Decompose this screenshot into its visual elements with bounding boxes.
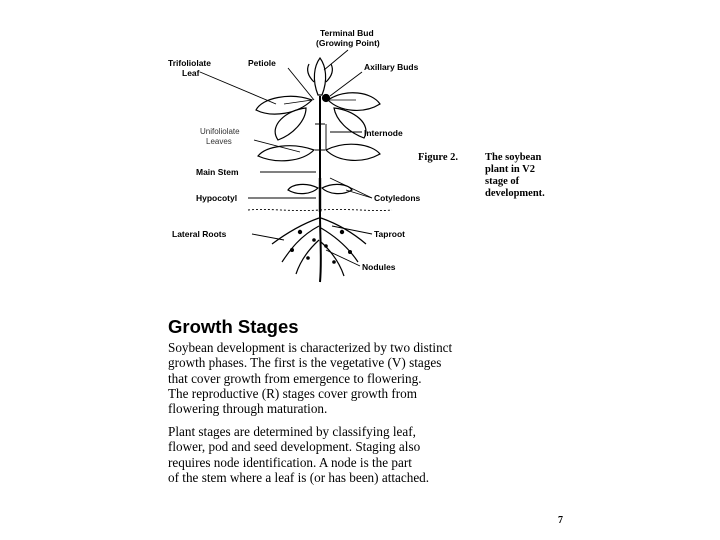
label-trifoliolate-leaf: Trifoliolate Leaf <box>168 58 211 78</box>
axillary-bud <box>323 95 330 102</box>
section-heading: Growth Stages <box>168 316 299 337</box>
soil-line <box>248 209 392 210</box>
caption-line: development. <box>485 188 545 199</box>
paragraph-growth-phases <box>168 340 588 416</box>
label-internode: Internode <box>364 128 403 138</box>
trifoliolate-leaflet-right-lower <box>334 108 366 138</box>
paragraph-plant-stages <box>168 424 588 485</box>
label-hypocotyl: Hypocotyl <box>196 193 238 203</box>
text-line: growth phases. The first is the vegetative (V) stages <box>168 355 442 371</box>
caption-line: The soybean <box>485 152 542 163</box>
label-cotyledons: Cotyledons <box>374 193 421 203</box>
label-main-stem: Main Stem <box>196 167 239 177</box>
caption-line: plant in V2 <box>485 164 535 175</box>
text-line: Plant stages are determined by classifying leaf, <box>168 424 416 439</box>
label-axillary-buds: Axillary Buds <box>364 62 419 72</box>
taproot-shape <box>320 212 321 282</box>
cotyledon-left <box>288 184 318 193</box>
label-lateral-roots: Lateral Roots <box>172 229 227 239</box>
cotyledon-right <box>322 184 352 193</box>
text-line: The reproductive (R) stages cover growth from <box>168 385 418 401</box>
figure-caption-text <box>485 152 585 200</box>
label-nodules: Nodules <box>362 262 396 272</box>
text-line: flower, pod and seed development. Staging also <box>168 439 421 455</box>
plant-illustration <box>248 58 392 282</box>
text-line: flowering through maturation. <box>168 401 328 417</box>
label-petiole: Petiole <box>248 58 276 68</box>
unifoliolate-leaf-right <box>326 144 380 160</box>
label-unifoliolate-leaves: Unifoliolate Leaves <box>200 127 240 146</box>
label-terminal-bud: Terminal Bud (Growing Point) <box>316 28 380 48</box>
text-line: requires node identification. A node is the part <box>168 454 412 470</box>
page-number: 7 <box>558 515 563 526</box>
text-line: Soybean development is characterized by two distinct <box>168 340 453 355</box>
text-line: that cover growth from emergence to flowering. <box>168 370 422 386</box>
terminal-bud-shape <box>314 58 325 95</box>
figure-number: Figure 2. <box>418 152 459 163</box>
caption-line: stage of <box>485 176 520 187</box>
text-line: of the stem where a leaf is (or has been) attached. <box>168 469 430 485</box>
label-taproot: Taproot <box>374 229 406 239</box>
